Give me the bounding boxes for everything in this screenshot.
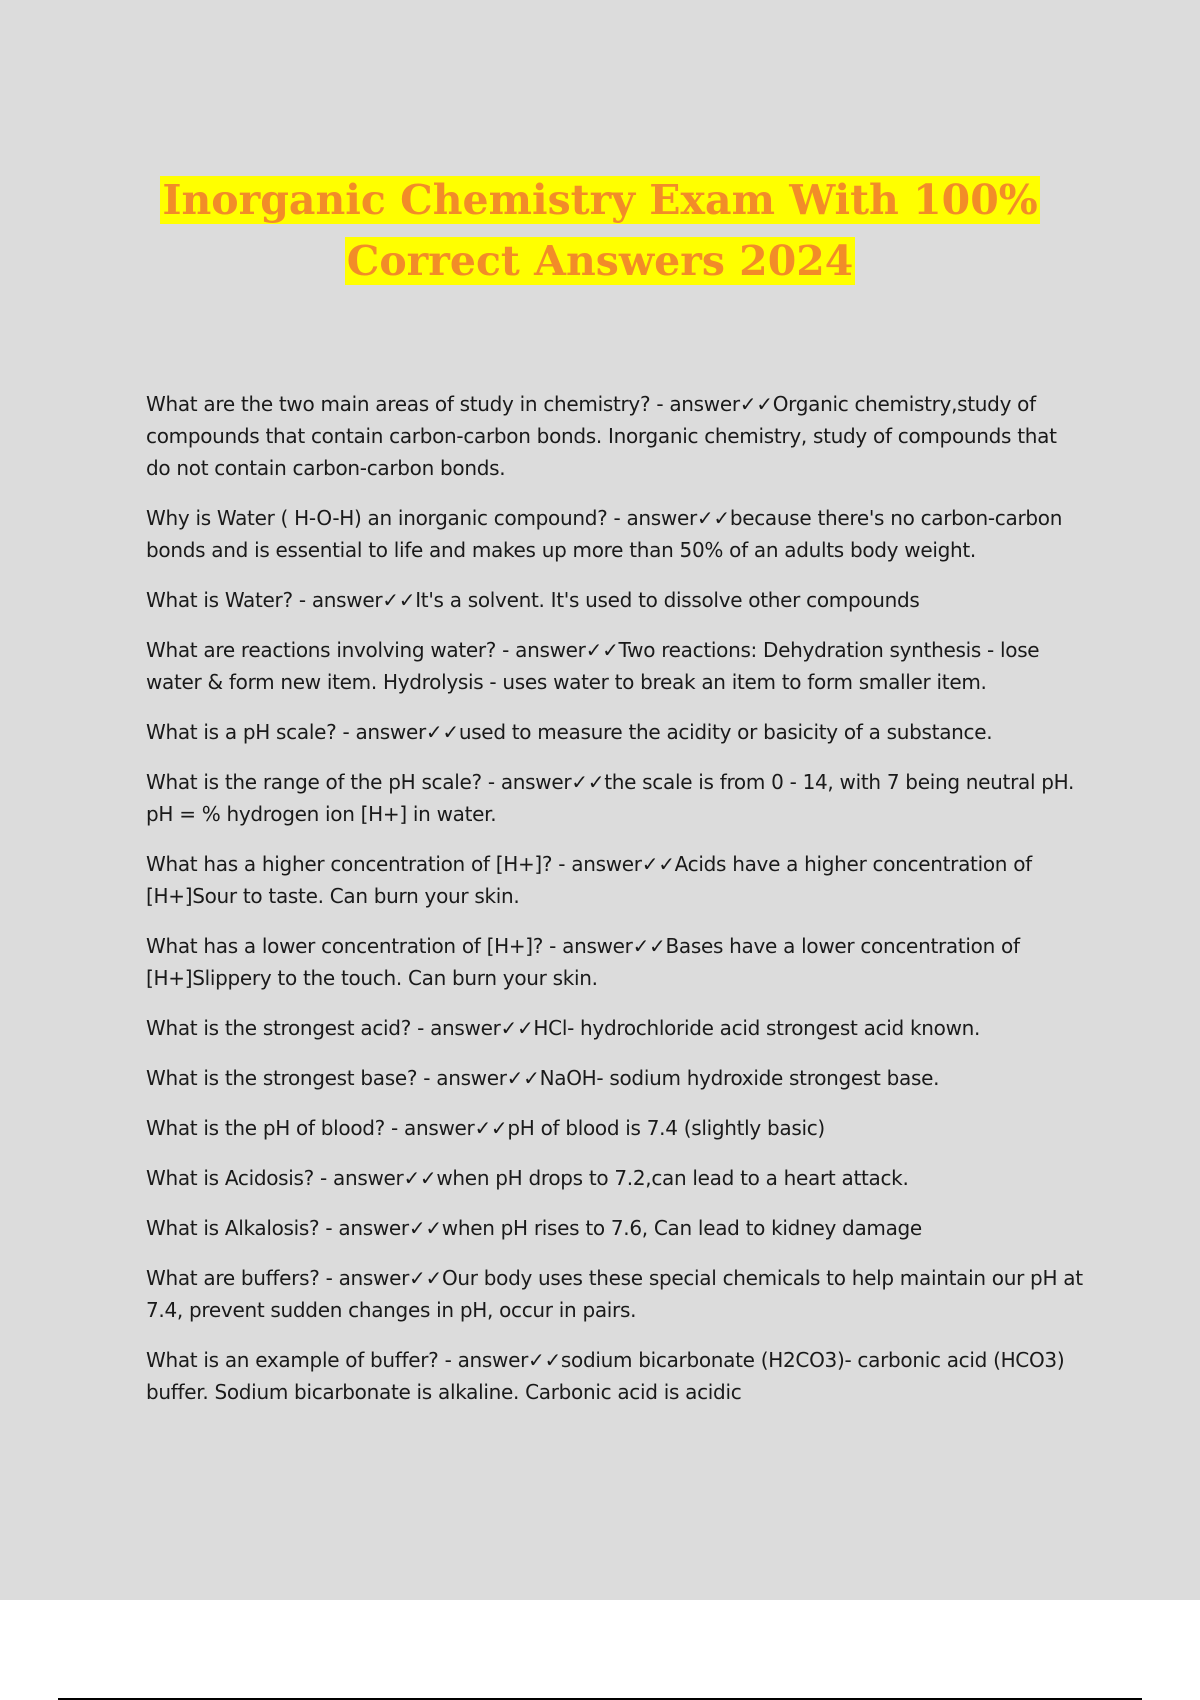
answer-word: answer [669,392,740,416]
separator: - [384,1116,405,1140]
checkmark-icon: ✓✓ [425,720,459,744]
checkmark-icon: ✓✓ [528,1348,561,1372]
checkmark-icon: ✓✓ [585,638,619,662]
separator: - [319,1266,339,1290]
separator: - [496,638,516,662]
checkmark-icon: ✓✓ [382,588,416,612]
answer-word: answer [571,852,642,876]
qa-list [146,388,1086,1426]
answer-text: Acids have a higher concentration of [H+]Sour to taste. Can burn your skin. [146,852,1032,908]
question-text: What is a pH scale? [146,720,337,744]
answer-word: answer [338,1266,410,1290]
answer-word: answer [436,1066,507,1090]
answer-text: Our body uses these special chemicals to help maintain our pH at 7.4, prevent sudden changes in pH, occur in pairs. [146,1266,1083,1322]
qa-item [146,584,1086,616]
checkmark-icon: ✓✓ [403,1166,437,1190]
answer-text: the scale is from 0 - 14, with 7 being neutral pH. pH = % hydrogen ion [H+] in water. [146,770,1075,826]
qa-item [146,388,1086,484]
question-text: What are reactions involving water? [146,638,497,662]
checkmark-icon: ✓✓ [641,852,675,876]
answer-word: answer [626,506,697,530]
question-text: What has a lower concentration of [H+]? [146,934,544,958]
answer-text: because there's no carbon-carbon bonds and is essential to life and makes up more than 50% of an adults body weight. [146,506,1063,562]
answer-text: HCl- hydrochloride acid strongest acid known. [533,1016,981,1040]
answer-text: It's a solvent. It's used to dissolve other compounds [415,588,920,612]
answer-word: answer [515,638,586,662]
question-text: What is Acidosis? [146,1166,314,1190]
title-line-1: Inorganic Chemistry Exam With 100% [162,176,1038,224]
answer-text: NaOH- sodium hydroxide strongest base. [539,1066,940,1090]
question-text: What is Alkalosis? [146,1216,320,1240]
qa-item [146,930,1086,994]
qa-item [146,1112,1086,1144]
answer-text: Bases have a lower concentration of [H+]Slippery to the touch. Can burn your skin. [146,934,1020,990]
checkmark-icon: ✓✓ [408,1216,442,1240]
question-text: What are buffers? [146,1266,320,1290]
question-text: What is the pH of blood? [146,1116,385,1140]
question-text: What is the strongest base? [146,1066,418,1090]
question-text: What has a higher concentration of [H+]? [146,852,553,876]
answer-word: answer [311,588,383,612]
qa-item [146,1212,1086,1244]
qa-item [146,1162,1086,1194]
checkmark-icon: ✓✓ [632,934,666,958]
answer-word: answer [338,1216,409,1240]
separator: - [417,1066,437,1090]
separator: - [438,1348,458,1372]
answer-word: answer [404,1116,475,1140]
qa-item [146,766,1086,830]
separator: - [336,720,356,744]
question-text: Why is Water ( H-O-H) an inorganic compound? [146,506,608,530]
qa-item [146,848,1086,912]
separator: - [319,1216,339,1240]
question-text: What is the strongest acid? [146,1016,412,1040]
checkmark-icon: ✓✓ [696,506,730,530]
separator: - [543,934,563,958]
title-line-2: Correct Answers 2024 [346,237,854,285]
separator: - [292,588,312,612]
answer-word: answer [500,770,572,794]
answer-text: Two reactions: Dehydration synthesis - lose water & form new item. Hydrolysis - uses water to break an item to form smaller item. [146,638,1040,694]
qa-item [146,1012,1086,1044]
separator: - [411,1016,431,1040]
checkmark-icon: ✓✓ [506,1066,540,1090]
qa-item [146,502,1086,566]
answer-text: when pH rises to 7.6, Can lead to kidney damage [441,1216,922,1240]
answer-text: when pH drops to 7.2,can lead to a heart attack. [436,1166,909,1190]
qa-item [146,1062,1086,1094]
qa-item [146,1262,1086,1326]
answer-word: answer [457,1348,528,1372]
answer-word: answer [430,1016,501,1040]
checkmark-icon: ✓✓ [571,770,605,794]
question-text: What are the two main areas of study in chemistry? [146,392,651,416]
answer-word: answer [355,720,426,744]
checkmark-icon: ✓✓ [500,1016,534,1040]
question-text: What is an example of buffer? [146,1348,439,1372]
separator: - [481,770,501,794]
qa-item [146,634,1086,698]
checkmark-icon: ✓✓ [409,1266,442,1290]
checkmark-icon: ✓✓ [474,1116,508,1140]
question-text: What is the range of the pH scale? [146,770,482,794]
separator: - [552,852,572,876]
separator: - [607,506,627,530]
answer-word: answer [562,934,633,958]
answer-text: used to measure the acidity or basicity of a substance. [458,720,993,744]
answer-text: Organic chemistry,study of compounds that contain carbon-carbon bonds. Inorganic chemistry, study of compounds that do not contain carbon-carbon bonds. [146,392,1057,480]
answer-text: pH of blood is 7.4 (slightly basic) [507,1116,825,1140]
answer-word: answer [333,1166,404,1190]
separator: - [650,392,670,416]
document-title [0,170,1200,292]
answer-text: sodium bicarbonate (H2CO3)- carbonic acid (HCO3) buffer. Sodium bicarbonate is alkaline. Carbonic acid is acidic [146,1348,1065,1404]
separator: - [313,1166,334,1190]
qa-item [146,1344,1086,1408]
qa-item [146,716,1086,748]
checkmark-icon: ✓✓ [739,392,773,416]
question-text: What is Water? [146,588,293,612]
